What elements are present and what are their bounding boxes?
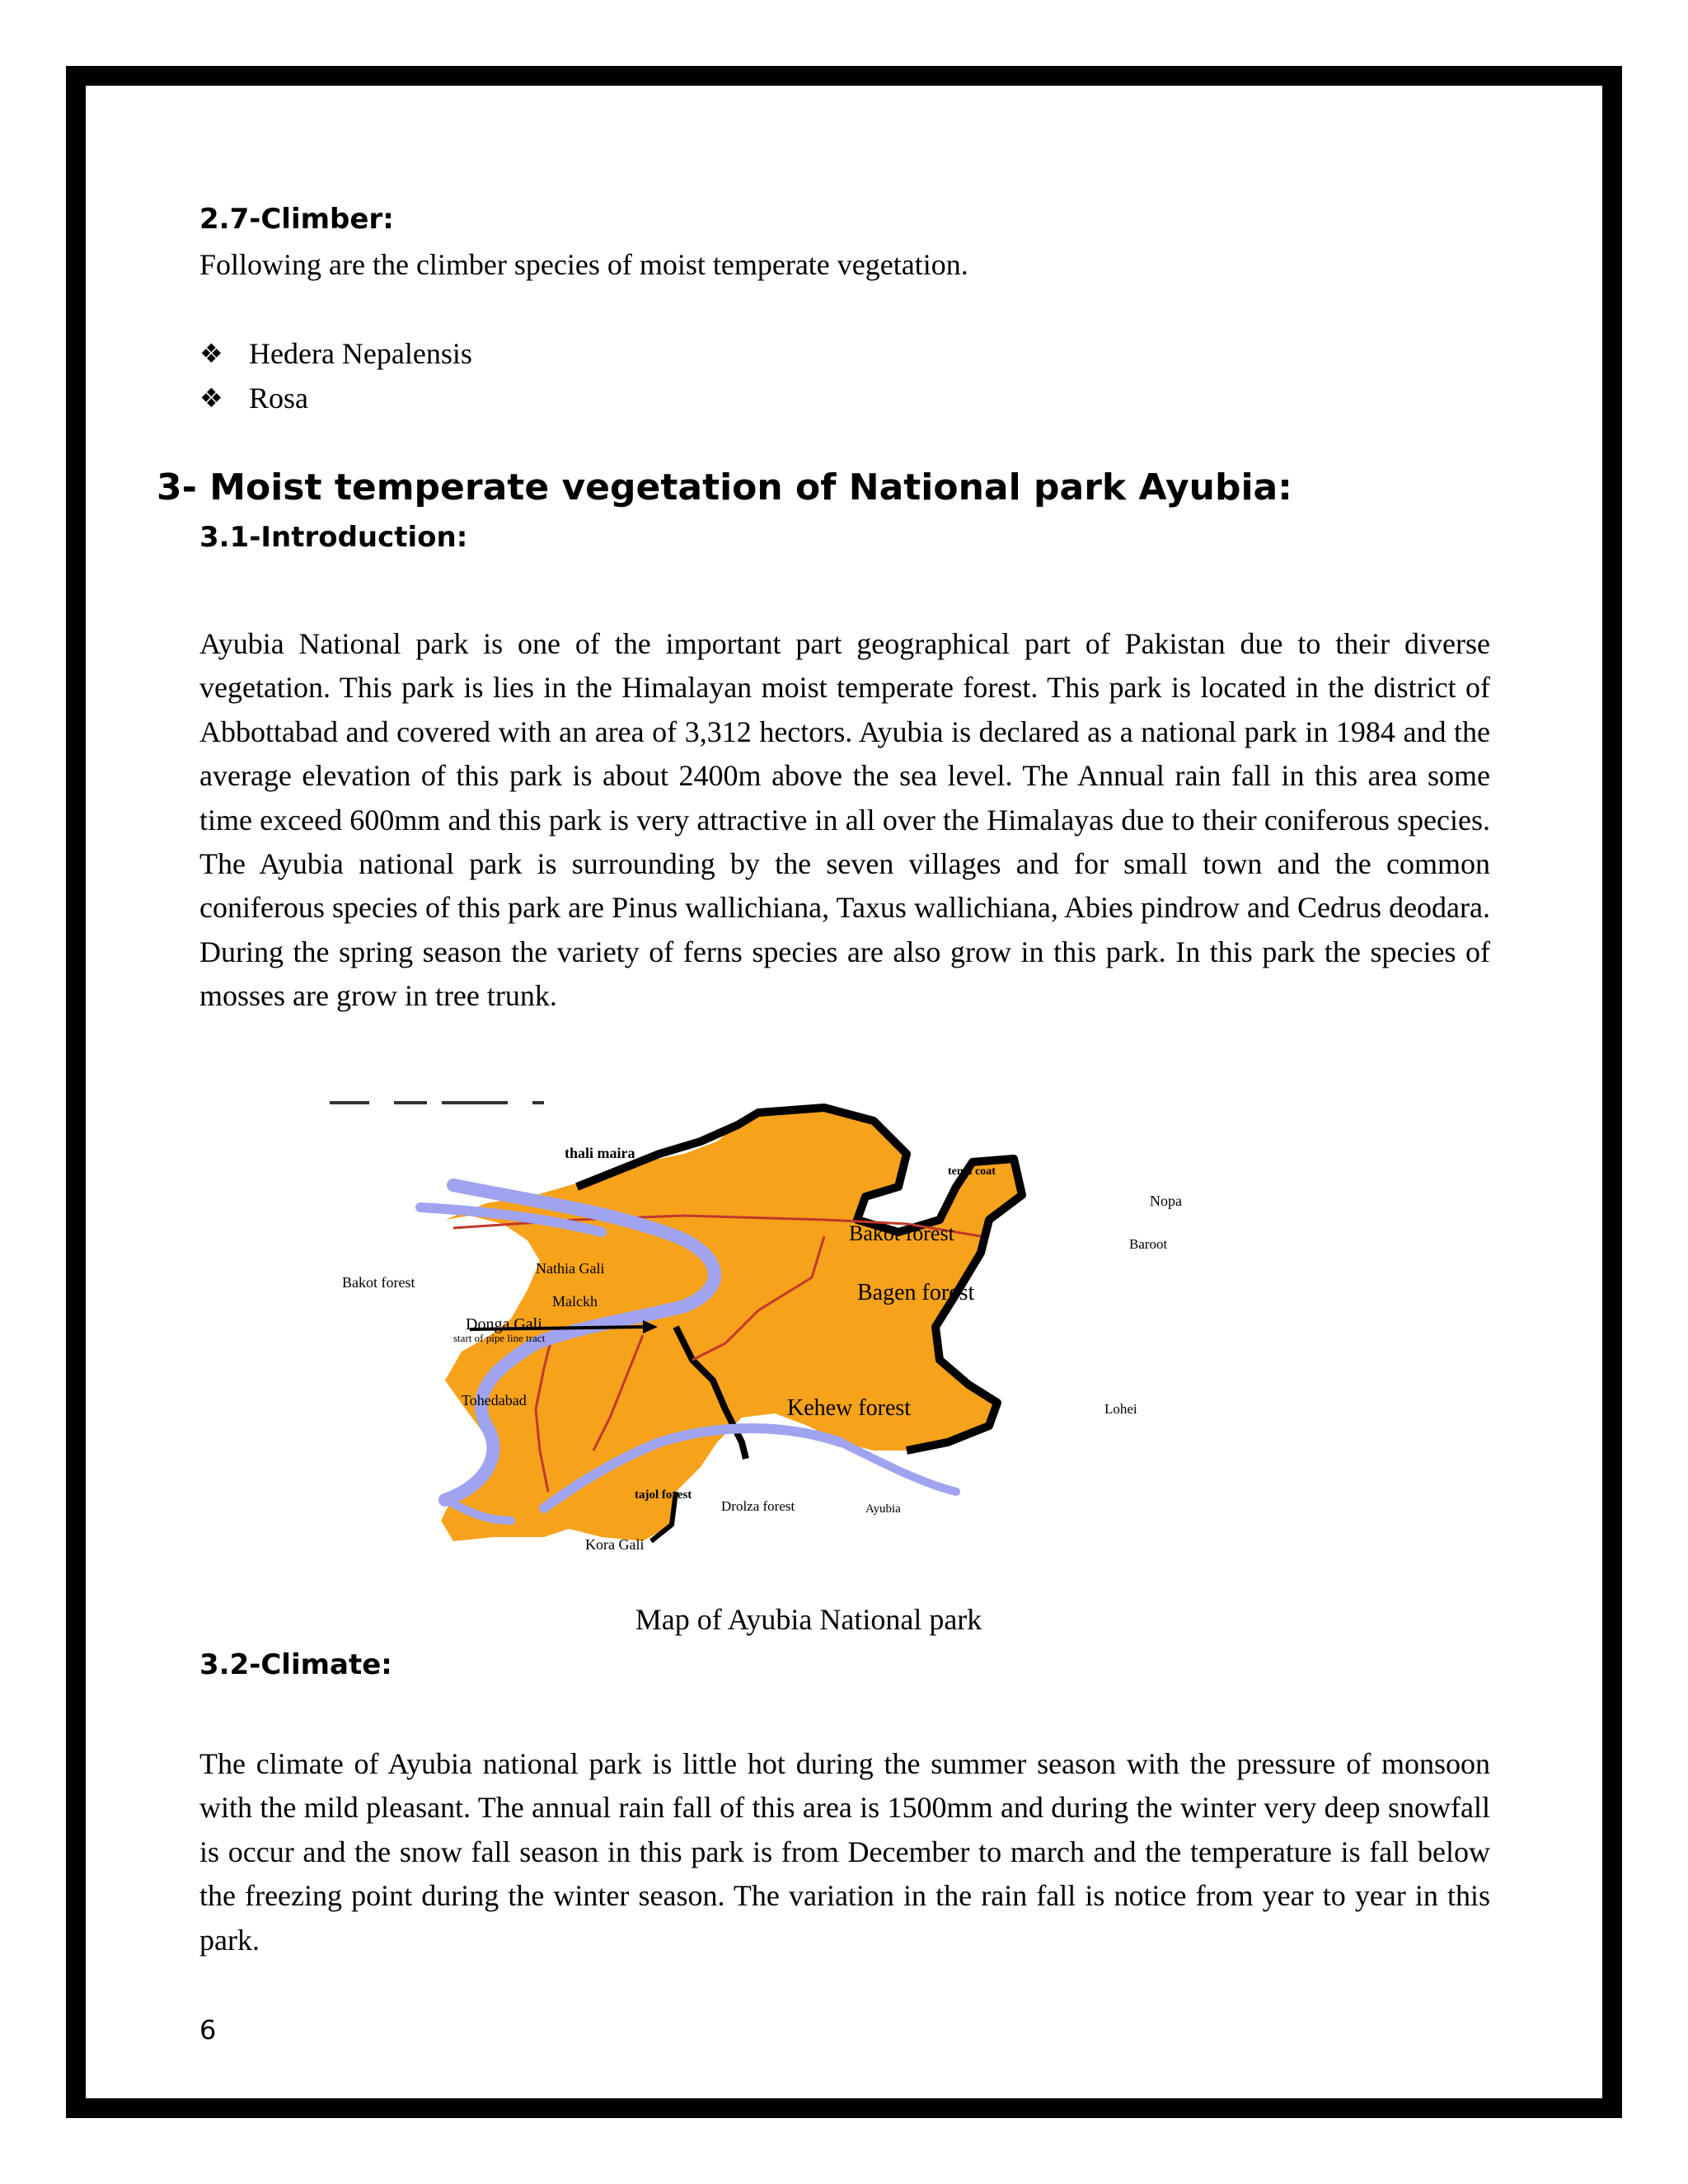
diamond-bullet-icon: ❖ xyxy=(199,383,223,413)
page-number: 6 xyxy=(199,2014,217,2046)
map-caption: Map of Ayubia National park xyxy=(635,1603,982,1636)
introduction-paragraph: Ayubia National park is one of the important part geographical part of Pakistan due to their diverse vegetation. This park is lies in the Himalayan moist temperate forest. This park is located in the district of Abbottabad and covered with an area of 3,312 hectors. Ayubia is declared as a national park in 1984 and the average elevation of this park is about 2400m above the sea level. The Annual rain fall in this area some time exceed 600mm and this park is very attractive in all over the Himalayas due to their coniferous species. The Ayubia national park is surrounding by the seven villages and for small town and the common coniferous species of this park are Pinus wallichiana, Taxus wallichiana, Abies pindrow and Cedrus deodara. During the spring season the variety of ferns species are also grow in this park. In this park the species of mosses are grow in tree trunk. xyxy=(199,627,1490,1013)
map-label-kehew-forest: Kehew forest xyxy=(787,1395,912,1421)
list-item-label: Rosa xyxy=(249,382,308,415)
diamond-bullet-icon: ❖ xyxy=(199,339,223,368)
map-label-kora-gali: Kora Gali xyxy=(585,1536,645,1553)
map-label-bakot-forest: Bakot forest xyxy=(849,1221,954,1245)
list-item-label: Hedera Nepalensis xyxy=(249,337,472,370)
map-label-pipe-line: start of pipe line tract xyxy=(453,1332,546,1344)
chapter-heading: 3- Moist temperate vegetation of National park Ayubia: xyxy=(157,466,1292,509)
map-label-donga-gali: Donga Gali xyxy=(466,1315,542,1333)
climber-heading: 2.7-Climber: xyxy=(199,203,394,236)
introduction-heading: 3.1-Introduction: xyxy=(199,521,468,554)
map-label-nathia-gali: Nathia Gali xyxy=(536,1260,605,1277)
map-label-malckh: Malckh xyxy=(552,1293,598,1310)
climber-intro: Following are the climber species of moist temperate vegetation. xyxy=(199,248,968,281)
map-label-bakot-forest-left: Bakot forest xyxy=(342,1274,415,1291)
list-item xyxy=(199,381,308,415)
climate-heading: 3.2-Climate: xyxy=(199,1648,392,1681)
map-label-tenal-coat: tenal coat xyxy=(948,1165,996,1178)
ayubia-map xyxy=(330,1096,1236,1558)
map-label-drolza-forest: Drolza forest xyxy=(721,1498,795,1514)
map-label-nopa: Nopa xyxy=(1150,1193,1182,1209)
map-label-lohei: Lohei xyxy=(1104,1401,1137,1417)
map-label-bagen-forest: Bagen forest xyxy=(857,1280,975,1305)
map-label-baroot: Baroot xyxy=(1129,1236,1168,1252)
map-label-tajol-forest: tajol forest xyxy=(635,1488,692,1502)
map-label-tohedabad: Tohedabad xyxy=(462,1392,527,1408)
list-item xyxy=(199,336,472,371)
map-label-thali-maira: thali maira xyxy=(565,1145,635,1161)
climate-paragraph: The climate of Ayubia national park is little hot during the summer season with the pressure of monsoon with the mild pleasant. The annual rain fall of this area is 1500mm and during the winter very deep snowfall is occur and the snow fall season in this park is from December to march and the temperature is fall below the freezing point during the winter season. The variation in the rain fall is notice from year to year in this park. xyxy=(199,1747,1490,1957)
map-label-ayubia: Ayubia xyxy=(865,1502,901,1516)
